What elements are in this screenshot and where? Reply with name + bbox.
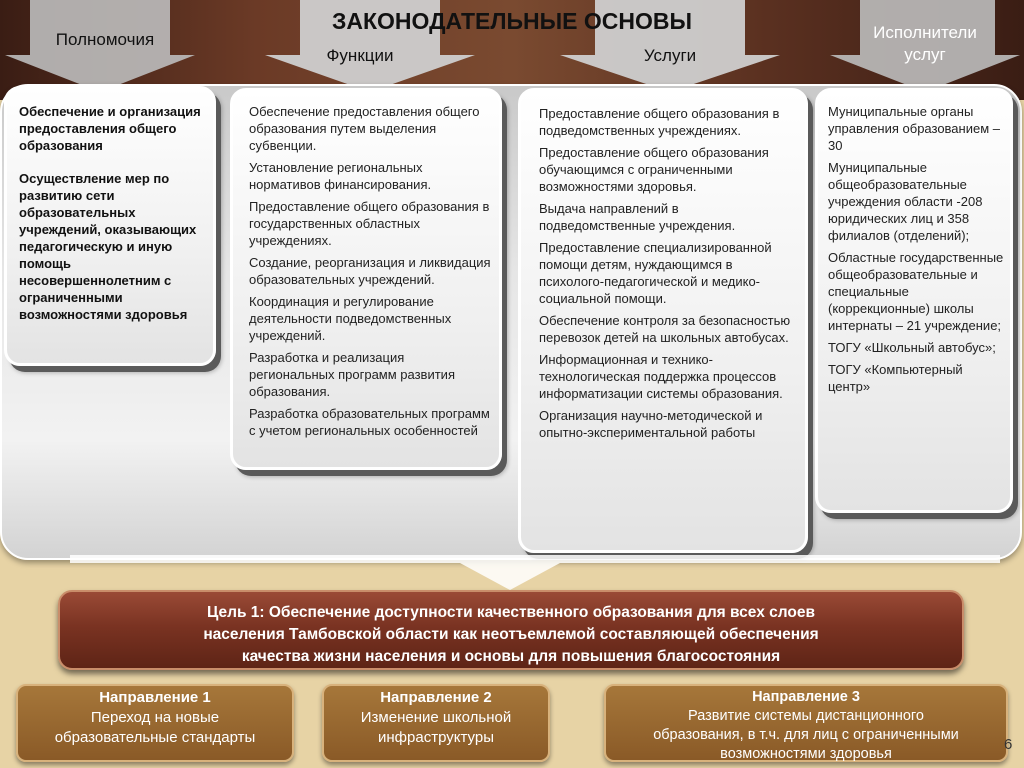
direction-text: образовательные стандарты — [54, 729, 256, 746]
page-number: 6 — [1004, 736, 1013, 753]
column-header-powers: Полномочия — [55, 30, 155, 49]
direction-title: Направление 2 — [380, 689, 492, 706]
services-item: Обеспечение контроля за безопасностью перевозок детей на школьных автобусах. — [539, 313, 791, 345]
executors-card — [815, 88, 1013, 513]
services-item: Предоставление специализированной помощи детям, нуждающимся в психолого-педагогической и медико-социальной помощи. — [539, 240, 772, 306]
direction-title: Направление 1 — [99, 689, 211, 706]
goal-banner — [58, 590, 964, 670]
goal-line: населения Тамбовской области как неотъемлемой составляющей обеспечения — [203, 626, 819, 643]
direction-text: Переход на новые — [90, 709, 220, 726]
executors-item: ТОГУ «Школьный автобус»; — [828, 340, 996, 355]
direction-3-box — [604, 684, 1008, 762]
functions-item: Разработка образовательных программ с учетом региональных особенностей — [249, 406, 490, 438]
executors-item: Областные государственные общеобразовательные и специальные (коррекционные) школы интернаты – 21 учреждение; — [828, 250, 1004, 333]
direction-text: образования, в т.ч. для лиц с ограниченными — [653, 727, 959, 743]
executors-item: Муниципальные органы управления образованием – 30 — [828, 104, 1000, 153]
column-header-functions: Функции — [326, 46, 394, 65]
column-header-executors-line1: Исполнители — [873, 23, 977, 42]
services-item: Предоставление общего образования в подведомственных учреждениях. — [539, 106, 780, 138]
services-item: Организация научно-методической и опытно-экспериментальной работы — [539, 408, 763, 440]
services-item: Предоставление общего образования обучающимся с ограниченными возможностями здоровья. — [539, 145, 769, 194]
page-title: ЗАКОНОДАТЕЛЬНЫЕ ОСНОВЫ — [331, 8, 693, 34]
functions-item: Обеспечение предоставления общего образования путем выделения субвенции. — [249, 104, 480, 153]
direction-title: Направление 3 — [752, 689, 860, 705]
services-card — [518, 88, 808, 553]
functions-item: Координация и регулирование деятельности подведомственных учреждений. — [249, 294, 452, 343]
executors-item: Муниципальные общеобразовательные учреждения области -208 юридических лиц и 358 филиалов (отделений); — [828, 160, 983, 243]
powers-item: Обеспечение и организация предоставления общего образования — [19, 104, 201, 153]
column-header-executors-line2: услуг — [904, 45, 946, 64]
column-header-executors — [845, 22, 1005, 66]
services-item: Выдача направлений в подведомственные учреждения. — [539, 201, 736, 233]
direction-2-box — [322, 684, 550, 762]
functions-item: Создание, реорганизация и ликвидация образовательных учреждений. — [249, 255, 491, 287]
functions-item: Предоставление общего образования в государственных областных учреждениях. — [249, 199, 490, 248]
powers-card — [4, 86, 216, 366]
direction-1-box — [16, 684, 294, 762]
functions-card — [230, 88, 502, 470]
column-header-services: Услуги — [643, 46, 697, 65]
services-item: Информационная и технико-технологическая поддержка процессов информатизации системы образования. — [539, 352, 783, 401]
powers-item: Осуществление мер по развитию сети образовательных учреждений, оказывающих педагогическую и иную помощь несовершеннолетним с ограниченными возможностями здоровья — [19, 171, 197, 322]
direction-text: инфраструктуры — [378, 729, 494, 746]
functions-item: Разработка и реализация региональных программ развития образования. — [249, 350, 455, 399]
executors-item: ТОГУ «Компьютерный центр» — [828, 362, 963, 394]
direction-text: возможностями здоровья — [720, 746, 892, 762]
goal-line: качества жизни населения и основы для повышения благосостояния — [241, 648, 781, 665]
functions-item: Установление региональных нормативов финансирования. — [249, 160, 432, 192]
direction-text: Изменение школьной — [360, 709, 512, 726]
goal-line: Цель 1: Обеспечение доступности качественного образования для всех слоев — [206, 604, 816, 621]
direction-text: Развитие системы дистанционного — [688, 708, 924, 724]
